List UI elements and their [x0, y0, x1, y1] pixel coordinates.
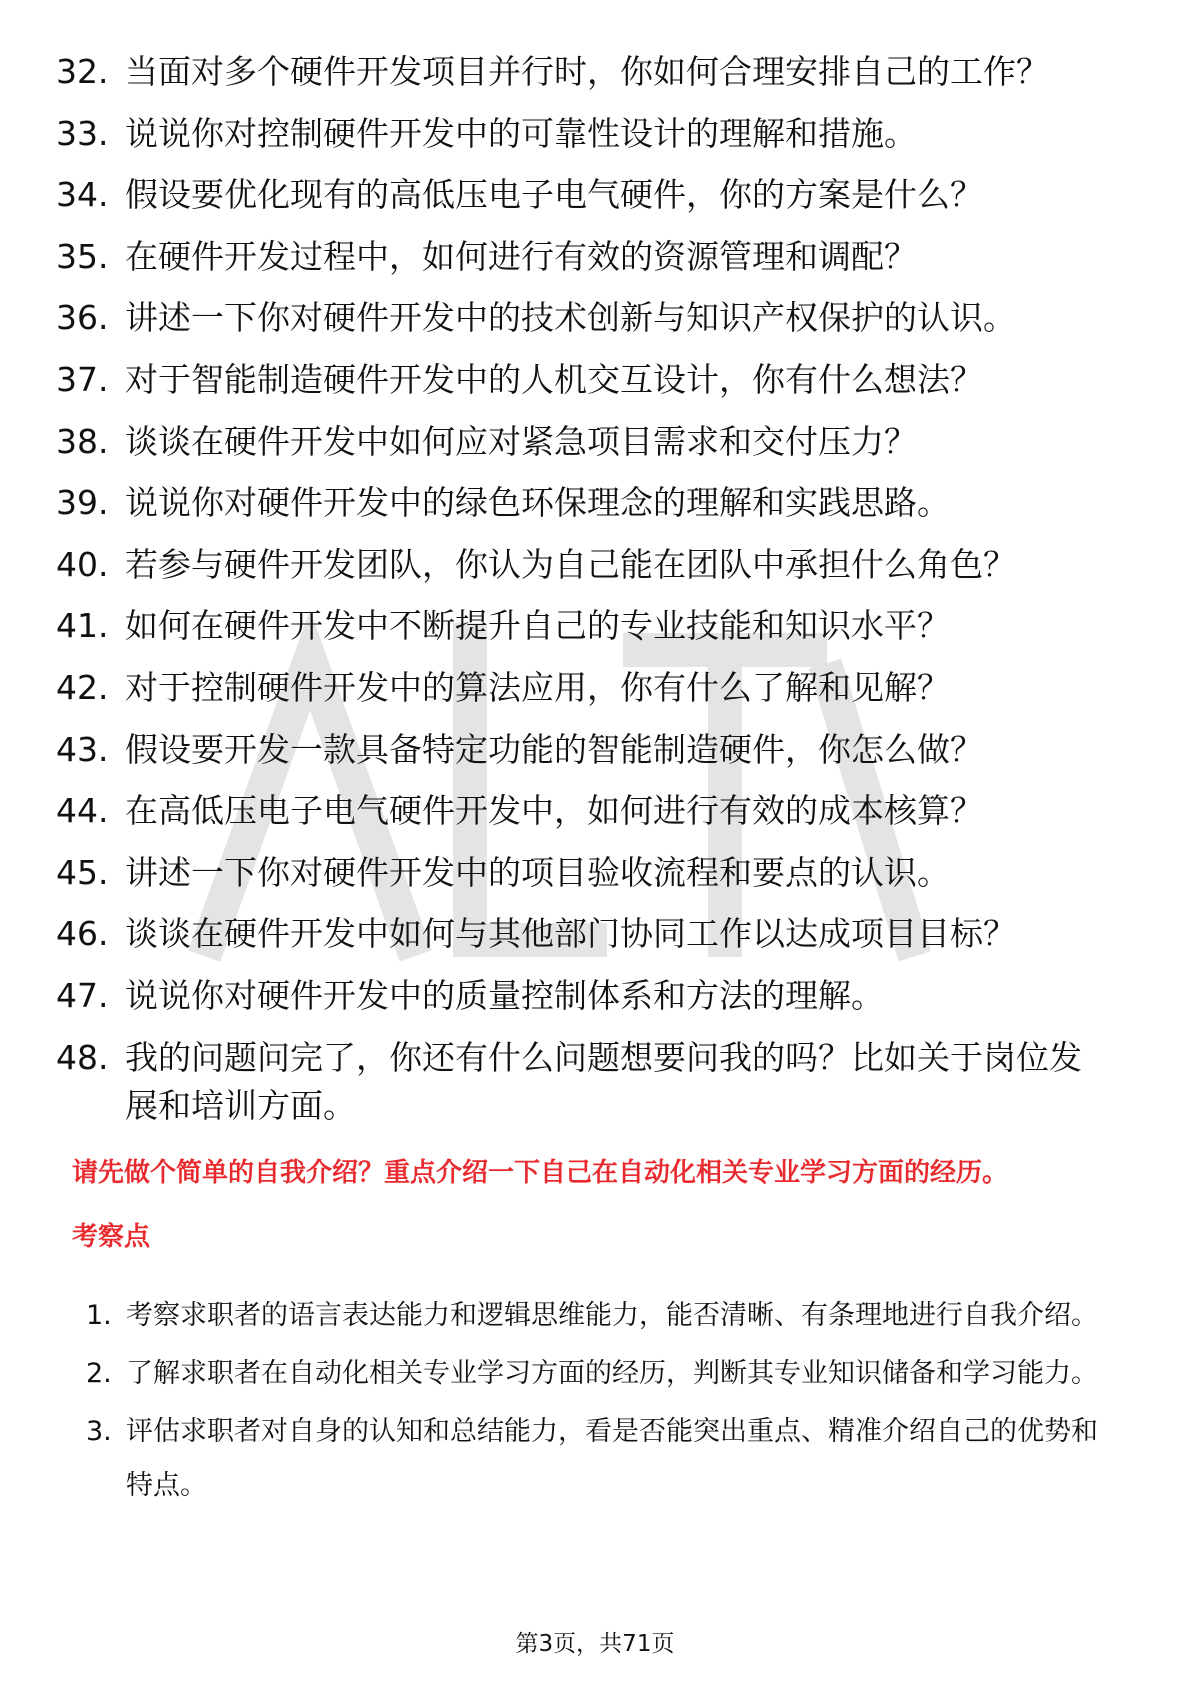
assessment-point [0, 1405, 1190, 1513]
question-text: 说说你对硬件开发中的绿色环保理念的理解和实践思路。 [125, 483, 950, 523]
question-text: 说说你对硬件开发中的质量控制体系和方法的理解。 [125, 975, 884, 1015]
point-text: 考察求职者的语言表达能力和逻辑思维能力，能否清晰、有条理地进行自我介绍。 [126, 1300, 1098, 1331]
question-number: 32. [56, 52, 109, 91]
section-subheading: 考察点 [72, 1222, 151, 1252]
assessment-point [0, 1347, 1190, 1401]
question-number: 40. [56, 544, 109, 584]
assessment-point [0, 1289, 1190, 1343]
question-item [0, 48, 1190, 96]
assessment-points-list [0, 1289, 1190, 1517]
question-text: 谈谈在硬件开发中如何应对紧急项目需求和交付压力？ [125, 421, 917, 461]
question-text: 对于控制硬件开发中的算法应用，你有什么了解和见解？ [125, 667, 950, 707]
point-number: 3. [86, 1416, 112, 1447]
question-item [0, 787, 1190, 835]
question-item [0, 356, 1190, 404]
question-number: 38. [56, 421, 109, 461]
question-item [0, 849, 1190, 897]
question-text: 我的问题问完了，你还有什么问题想要问我的吗？比如关于岗位发展和培训方面。 [125, 1037, 1082, 1125]
question-item [0, 233, 1190, 281]
question-number: 36. [56, 298, 109, 338]
question-text: 若参与硬件开发团队，你认为自己能在团队中承担什么角色？ [125, 544, 1016, 584]
question-item [0, 418, 1190, 466]
question-text: 谈谈在硬件开发中如何与其他部门协同工作以达成项目目标？ [125, 914, 1016, 954]
question-number: 42. [56, 667, 109, 707]
question-number: 33. [56, 113, 109, 153]
question-item [0, 171, 1190, 219]
question-number: 39. [56, 483, 109, 523]
question-number: 43. [56, 729, 109, 769]
question-item [0, 910, 1190, 958]
question-number: 35. [56, 236, 109, 276]
question-text: 对于智能制造硬件开发中的人机交互设计，你有什么想法？ [125, 359, 983, 399]
point-number: 2. [86, 1358, 112, 1389]
question-item [0, 479, 1190, 527]
question-text: 当面对多个硬件开发项目并行时，你如何合理安排自己的工作？ [125, 52, 1049, 91]
question-number: 44. [56, 791, 109, 831]
question-number: 47. [56, 975, 109, 1015]
page-footer: 第3页，共71页 [515, 1631, 675, 1657]
question-item [0, 972, 1190, 1020]
question-item [0, 664, 1190, 712]
question-number: 45. [56, 852, 109, 892]
question-number: 37. [56, 359, 109, 399]
question-text: 在硬件开发过程中，如何进行有效的资源管理和调配？ [125, 236, 917, 276]
question-number: 48. [56, 1037, 109, 1077]
question-item [0, 1034, 1190, 1130]
question-text: 如何在硬件开发中不断提升自己的专业技能和知识水平？ [125, 606, 950, 646]
question-text: 说说你对控制硬件开发中的可靠性设计的理解和措施。 [125, 113, 917, 153]
question-text: 在高低压电子电气硬件开发中，如何进行有效的成本核算？ [125, 791, 983, 831]
question-number: 34. [56, 175, 109, 215]
point-text: 了解求职者在自动化相关专业学习方面的经历，判断其专业知识储备和学习能力。 [126, 1358, 1098, 1389]
question-text: 假设要优化现有的高低压电子电气硬件，你的方案是什么？ [125, 175, 983, 215]
question-number: 46. [56, 914, 109, 954]
question-item [0, 602, 1190, 650]
question-item [0, 726, 1190, 774]
question-number: 41. [56, 606, 109, 646]
point-number: 1. [86, 1300, 112, 1331]
question-list [0, 48, 1190, 1143]
question-item [0, 110, 1190, 158]
point-text: 评估求职者对自身的认知和总结能力，看是否能突出重点、精准介绍自己的优势和特点。 [126, 1416, 1098, 1501]
section-heading: 请先做个简单的自我介绍？重点介绍一下自己在自动化相关专业学习方面的经历。 [72, 1158, 1009, 1188]
question-item [0, 541, 1190, 589]
question-text: 讲述一下你对硬件开发中的技术创新与知识产权保护的认识。 [125, 298, 1016, 338]
question-item [0, 294, 1190, 342]
question-text: 讲述一下你对硬件开发中的项目验收流程和要点的认识。 [125, 852, 950, 892]
question-text: 假设要开发一款具备特定功能的智能制造硬件，你怎么做？ [125, 729, 983, 769]
